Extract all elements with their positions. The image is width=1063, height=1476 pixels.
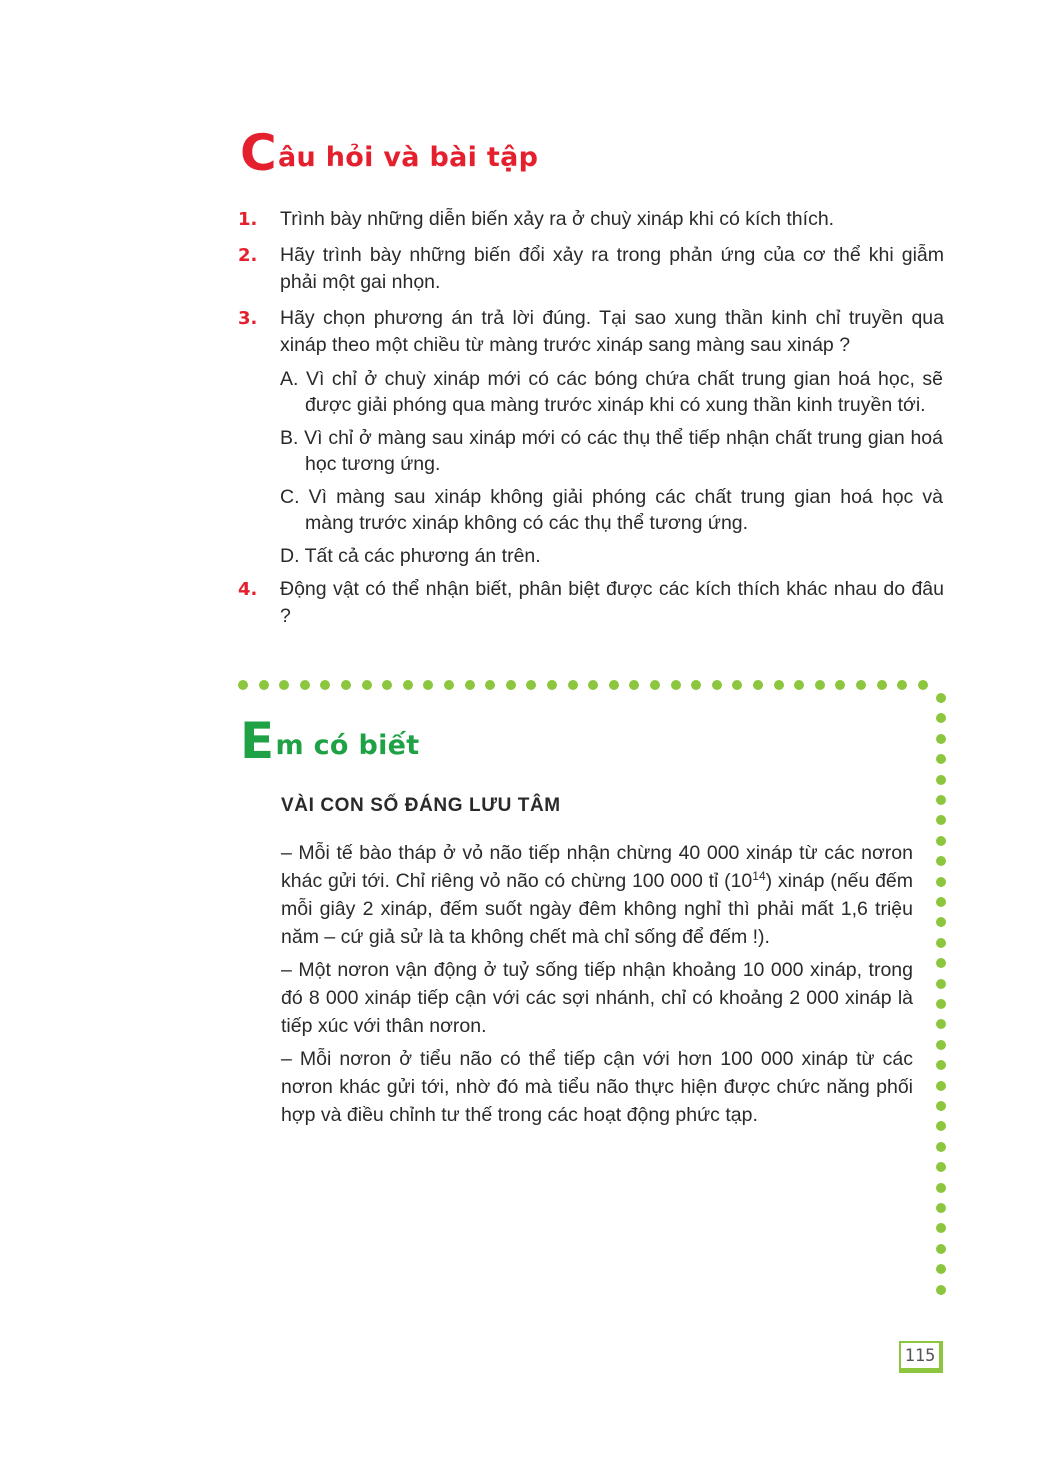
dot (815, 680, 825, 690)
dot (936, 938, 946, 948)
dot (568, 680, 578, 690)
dot (485, 680, 495, 690)
dot (877, 680, 887, 690)
dot (936, 734, 946, 744)
dot (897, 680, 907, 690)
dot (936, 1223, 946, 1233)
know-heading: VÀI CON SỐ ĐÁNG LƯU TÂM (281, 795, 561, 816)
paragraph-text: – Mỗi tế bào tháp ở vỏ não tiếp nhận chừng 40 000 xináp từ các nơron khác gửi tới. Chỉ riêng vỏ não có chừng 100 000 tỉ (10 (281, 842, 913, 892)
dotted-border-right (935, 693, 947, 1313)
dot (835, 680, 845, 690)
dot (506, 680, 516, 690)
dot (403, 680, 413, 690)
dot (936, 754, 946, 764)
know-paragraph-1 (281, 839, 913, 951)
title-initial: E (240, 712, 275, 770)
dot (794, 680, 804, 690)
option-a: A. Vì chỉ ở chuỳ xináp mới có các bóng chứa chất trung gian hoá học, sẽ được giải phóng qua màng trước xináp khi có xung thần kinh truyền tới. (280, 368, 943, 416)
dot (320, 680, 330, 690)
dot (362, 680, 372, 690)
dot (629, 680, 639, 690)
title-initial: C (240, 124, 277, 182)
dot (936, 1060, 946, 1070)
dot (465, 680, 475, 690)
dot (526, 680, 536, 690)
dot (936, 1081, 946, 1091)
dot (936, 1162, 946, 1172)
dot (259, 680, 269, 690)
question-1 (238, 206, 944, 233)
question-number: 1. (238, 209, 258, 230)
dot (936, 897, 946, 907)
dot (936, 1244, 946, 1254)
dot (856, 680, 866, 690)
dot (936, 877, 946, 887)
dot (753, 680, 763, 690)
dot (936, 1183, 946, 1193)
dot (341, 680, 351, 690)
dot (936, 1203, 946, 1213)
questions-section-title (240, 124, 539, 182)
dot (936, 1101, 946, 1111)
dot (936, 979, 946, 989)
dot (774, 680, 784, 690)
option-b: B. Vì chỉ ở màng sau xináp mới có các thụ thể tiếp nhận chất trung gian hoá học tương ứng. (280, 427, 943, 475)
question-number: 3. (238, 308, 258, 329)
question-number: 2. (238, 245, 258, 266)
dot (423, 680, 433, 690)
superscript: 14 (752, 869, 766, 883)
dot (936, 1285, 946, 1295)
title-rest: m có biết (275, 730, 420, 761)
option-c: C. Vì màng sau xináp không giải phóng các chất trung gian hoá học và màng trước xináp không có các thụ thể tương ứng. (280, 486, 943, 534)
dot (444, 680, 454, 690)
dot (650, 680, 660, 690)
dot (936, 815, 946, 825)
option-d: D. Tất cả các phương án trên. (280, 545, 541, 567)
dot (300, 680, 310, 690)
question-text: Hãy trình bày những biến đổi xảy ra trong phản ứng của cơ thể khi giẫm phải một gai nhọn. (280, 244, 944, 293)
dot (279, 680, 289, 690)
dot (936, 958, 946, 968)
dot (238, 680, 248, 690)
dot (609, 680, 619, 690)
dot (382, 680, 392, 690)
dot (936, 1040, 946, 1050)
dot (588, 680, 598, 690)
dot (918, 680, 928, 690)
know-section-title (240, 712, 420, 770)
question-2 (238, 242, 944, 296)
question-text: Hãy chọn phương án trả lời đúng. Tại sao xung thần kinh chỉ truyền qua xináp theo một chiều từ màng trước xináp sang màng sau xináp ? (280, 307, 944, 356)
dot (671, 680, 681, 690)
dot (936, 693, 946, 703)
question-text: Trình bày những diễn biến xảy ra ở chuỳ xináp khi có kích thích. (280, 208, 835, 230)
dot (936, 856, 946, 866)
dot (936, 1142, 946, 1152)
page-number: 115 (899, 1341, 943, 1373)
title-rest: âu hỏi và bài tập (278, 142, 539, 173)
dot (936, 775, 946, 785)
dotted-border-top (238, 679, 944, 691)
question-number: 4. (238, 579, 258, 600)
dot (936, 917, 946, 927)
dot (732, 680, 742, 690)
paragraph-text: ) xináp (nếu đếm mỗi giây 2 xináp, đếm suốt ngày đêm không nghỉ thì phải mất 1,6 triệu năm – cứ giả sử là ta không chết mà chỉ sống để đếm !). (281, 870, 913, 948)
know-paragraph-2: – Một nơron vận động ở tuỷ sống tiếp nhận khoảng 10 000 xináp, trong đó 8 000 xináp tiếp cận với các sợi nhánh, chỉ có khoảng 2 000 xináp là tiếp xúc với thân nơron. (281, 959, 913, 1037)
dot (936, 836, 946, 846)
dot (712, 680, 722, 690)
question-3 (238, 305, 944, 359)
dot (691, 680, 701, 690)
dot (936, 999, 946, 1009)
dot (936, 713, 946, 723)
dot (936, 1264, 946, 1274)
dot (547, 680, 557, 690)
question-text: Động vật có thể nhận biết, phân biệt được các kích thích khác nhau do đâu ? (280, 578, 944, 627)
question-4 (238, 576, 944, 630)
dot (936, 795, 946, 805)
dot (936, 1019, 946, 1029)
know-paragraph-3: – Mỗi nơron ở tiểu não có thể tiếp cận với hơn 100 000 xináp từ các nơron khác gửi tới, nhờ đó mà tiểu não thực hiện được chức năng phối hợp và điều chỉnh tư thế trong các hoạt động phức tạp. (281, 1048, 913, 1126)
dot (936, 1121, 946, 1131)
